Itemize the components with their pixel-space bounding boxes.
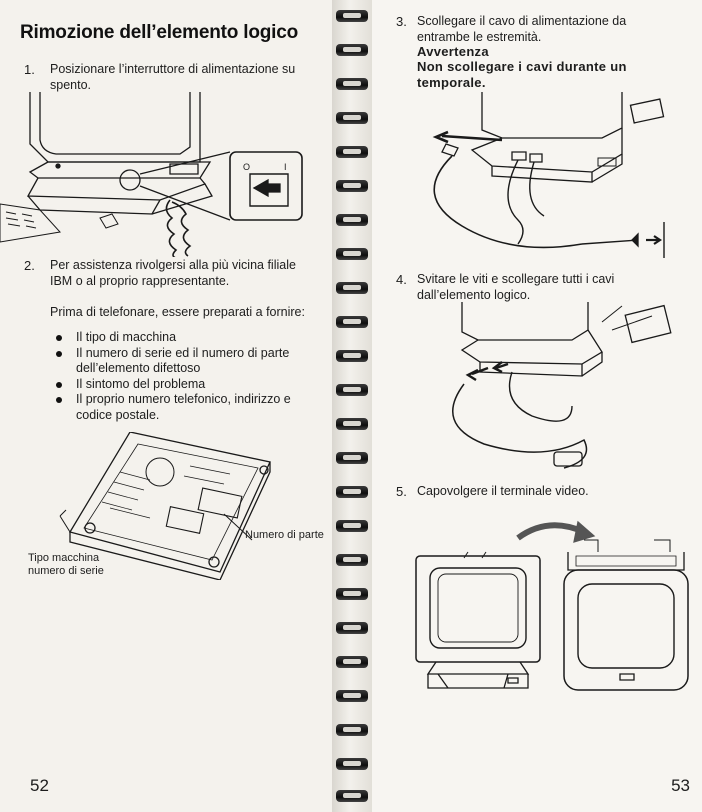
list-item: Il proprio numero telefonico, indirizzo e codice postale.	[50, 392, 312, 423]
machine-type-label: Tipo macchina numero di serie	[28, 552, 104, 577]
binding-ring	[336, 452, 368, 464]
binding-ring	[336, 758, 368, 770]
list-item: Il numero di serie ed il numero di parte dell’elemento difettoso	[50, 346, 312, 377]
binding-ring	[336, 418, 368, 430]
flip-monitor-illustration	[408, 512, 694, 702]
page-number-right: 53	[671, 776, 690, 795]
power-cable-illustration	[402, 92, 692, 262]
step-4-text: Svitare le viti e scollegare tutti i cavi dall’elemento logico.	[417, 272, 615, 302]
page-title: Rimozione dell’elemento logico	[20, 22, 298, 43]
power-switch-illustration	[0, 92, 320, 257]
info-list	[50, 330, 312, 423]
binding-ring	[336, 180, 368, 192]
step-1-text: Posizionare l’interruttore di alimentazione su spento.	[50, 62, 296, 92]
binding-ring	[336, 384, 368, 396]
list-item: Il sintomo del problema	[50, 377, 312, 393]
step-4-number: 4.	[396, 272, 407, 287]
step-5-text: Capovolgere il terminale video.	[417, 484, 589, 498]
switch-off-mark: O	[243, 162, 251, 172]
left-page	[0, 0, 332, 812]
binding-ring	[336, 282, 368, 294]
binding-ring	[336, 112, 368, 124]
binding-ring	[336, 10, 368, 22]
prep-text: Prima di telefonare, essere preparati a fornire:	[50, 305, 305, 319]
disconnect-cables-illustration	[452, 302, 682, 472]
step-1-number: 1.	[24, 62, 35, 77]
right-page	[372, 0, 702, 812]
binding-ring	[336, 790, 368, 802]
binding-ring	[336, 486, 368, 498]
binding-ring	[336, 146, 368, 158]
warning-text: Non scollegare i cavi durante un temporale.	[417, 59, 627, 90]
binding-ring	[336, 656, 368, 668]
binding-ring	[336, 622, 368, 634]
step-5-number: 5.	[396, 484, 407, 499]
step-3-number: 3.	[396, 14, 407, 29]
page-number-left: 52	[30, 776, 49, 795]
spiral-binding	[332, 0, 372, 812]
step-3-text: Scollegare il cavo di alimentazione da entrambe le estremità.	[417, 14, 627, 44]
warning-title: Avvertenza	[417, 44, 489, 59]
list-item: Il tipo di macchina	[50, 330, 312, 346]
binding-ring	[336, 44, 368, 56]
binding-ring	[336, 350, 368, 362]
binding-ring	[336, 588, 368, 600]
part-number-label: Numero di parte	[245, 529, 324, 541]
binding-ring	[336, 214, 368, 226]
switch-on-mark: I	[284, 162, 287, 172]
binding-ring	[336, 724, 368, 736]
binding-ring	[336, 316, 368, 328]
step-2-text: Per assistenza rivolgersi alla più vicina filiale IBM o al proprio rappresentante.	[50, 258, 296, 288]
binding-ring	[336, 554, 368, 566]
binding-ring	[336, 78, 368, 90]
binding-ring	[336, 690, 368, 702]
step-2-number: 2.	[24, 258, 35, 273]
binding-ring	[336, 520, 368, 532]
binding-ring	[336, 248, 368, 260]
